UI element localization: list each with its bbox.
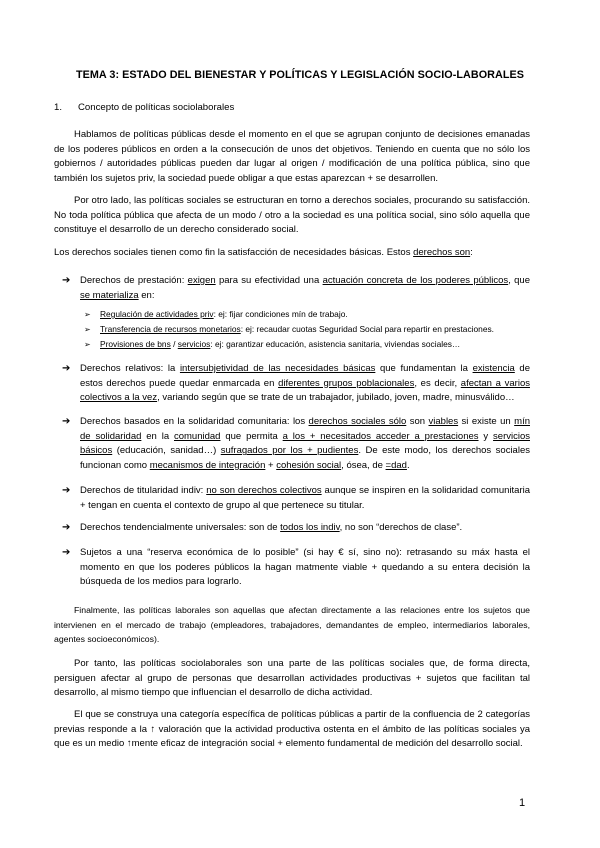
paragraph-social-policies: Por otro lado, las políticas sociales se estructuran en torno a derechos sociales, procurando su satisfacción. No toda política pública que afecta de un modo / otro a la sociedad es una política social, sino sólo aquella que constituye el desarrollo de un derecho considerado social.: [54, 195, 530, 236]
intro-end: :: [470, 247, 473, 258]
triangle-bullet-icon: ➢: [84, 325, 91, 334]
sub-item: ➢ Transferencia de recursos monetarios: ej: recaudar cuotas Seguridad Social para repartir en prestaciones.: [84, 322, 534, 337]
arrow-bullet-icon: ➔: [62, 522, 71, 533]
intro-text: Los derechos sociales tienen como fin la satisfacción de necesidades básicas. Estos: [54, 247, 414, 258]
bullet-text: Derechos tendencialmente universales: son de todos los indiv, no son “derechos de clase”.: [80, 522, 463, 533]
bullet-relativos: [62, 362, 530, 406]
arrow-bullet-icon: ➔: [62, 485, 71, 496]
sub-list: [84, 307, 534, 352]
bullet-titularidad: [62, 484, 530, 513]
bullet-prestacion: [62, 274, 530, 349]
bullet-text: Derechos basados en la solidaridad comunitaria: los derechos sociales sólo son viables si existe un mín de solidaridad en la comunidad que permita a los + necesitados acceder a prestaciones y servicios básicos (educación, sanidad…) sufragados por los + pudientes. De este modo, los derechos sociales funcionan como mecanismos de integración + cohesión social, ósea, de =dad.: [80, 416, 530, 471]
arrow-bullet-icon: ➔: [62, 547, 71, 558]
intro-underline: derechos son: [413, 247, 471, 258]
section-number: 1.: [54, 102, 63, 113]
arrow-bullet-icon: ➔: [62, 416, 71, 427]
bullet-text: Derechos relativos: la intersubjetividad de las necesidades básicas que fundamentan la existencia de estos derechos puede quedar enmarcada en diferentes grupos poblacionales, es decir, afectan a varios colectivos a la vez, variando según que se trate de un trabajador, jubilado, joven, madre, minusválido…: [80, 363, 531, 404]
arrow-bullet-icon: ➔: [62, 275, 71, 286]
bullet-reserva-economica: [62, 546, 530, 590]
bullet-universales: [62, 521, 530, 536]
paragraph-public-policies: Hablamos de políticas públicas desde el momento en el que se agrupan conjunto de decisiones emanadas de los poderes públicos en orden a la consecución de unos det objetivos. Teniendo en cuenta que no sólo los gobiernos / autoridades públicas pueden dar lugar al origen / modificación de una política pública, sino que también los sujetos priv, la sociedad puede obligar a que estas aparezcan + se desarrollen.: [54, 129, 530, 184]
bullet-text: Derechos de titularidad indiv: no son derechos colectivos aunque se inspiren en la solidaridad comunitaria + tengan en cuenta el contexto de grupo al que pertenece su titular.: [80, 485, 531, 511]
sub-item: ➢ Regulación de actividades priv: ej: fijar condiciones mín de trabajo.: [84, 307, 534, 322]
bullet-text: Sujetos a una “reserva económica de lo posible” (si hay € sí, sino no): retrasando su máx hasta el momento en que los poderes públicos la hagan matmente viable + quedando a su entera decisión la búsqueda de los medios para lograrlo.: [80, 547, 530, 588]
triangle-bullet-icon: ➢: [84, 340, 91, 349]
bullet-text: Derechos de prestación: exigen para su efectividad una actuación concreta de los poderes públicos, que se materializa en:: [80, 275, 530, 301]
paragraph-category: El que se construya una categoría específica de políticas públicas a partir de la confluencia de 2 categorías previas responde a la ↑ valoración que la actividad productiva ostenta en el ámbito de las políticas sociales ya que es un medio ↑mente eficaz de integración social + elemento fundamental de medición del desarrollo social.: [54, 709, 530, 750]
sub-item: ➢ Provisiones de bns / servicios: ej: garantizar educación, asistencia sanitaria, viviendas sociales…: [84, 337, 534, 352]
page-number: 1: [519, 797, 526, 809]
paragraph-social-rights-intro: [54, 246, 530, 261]
triangle-bullet-icon: ➢: [84, 310, 91, 319]
paragraph-labor-policies: Finalmente, las políticas laborales son aquellas que afectan directamente a las relaciones entre los sujetos que intervienen en el mercado de trabajo (empleadores, trabajadores, demandantes de empleo, intermediarios laborales, agentes socioeconómicos).: [54, 605, 530, 645]
section-label: Concepto de políticas sociolaborales: [78, 102, 235, 113]
paragraph-sociolabor-policies: Por tanto, las políticas sociolaborales son una parte de las políticas sociales que, de forma directa, persiguen afectar al grupo de personas que desarrollan actividades productivas + sujetos que facilitan tal desarrollo, al mismo tiempo que influencian el desarrollo de dicha actividad.: [54, 658, 530, 699]
bullet-solidaridad: [62, 415, 530, 473]
arrow-bullet-icon: ➔: [62, 363, 71, 374]
document-title: TEMA 3: ESTADO DEL BIENESTAR Y POLÍTICAS Y LEGISLACIÓN SOCIO-LABORALES: [75, 69, 525, 81]
section-heading: [54, 102, 234, 113]
